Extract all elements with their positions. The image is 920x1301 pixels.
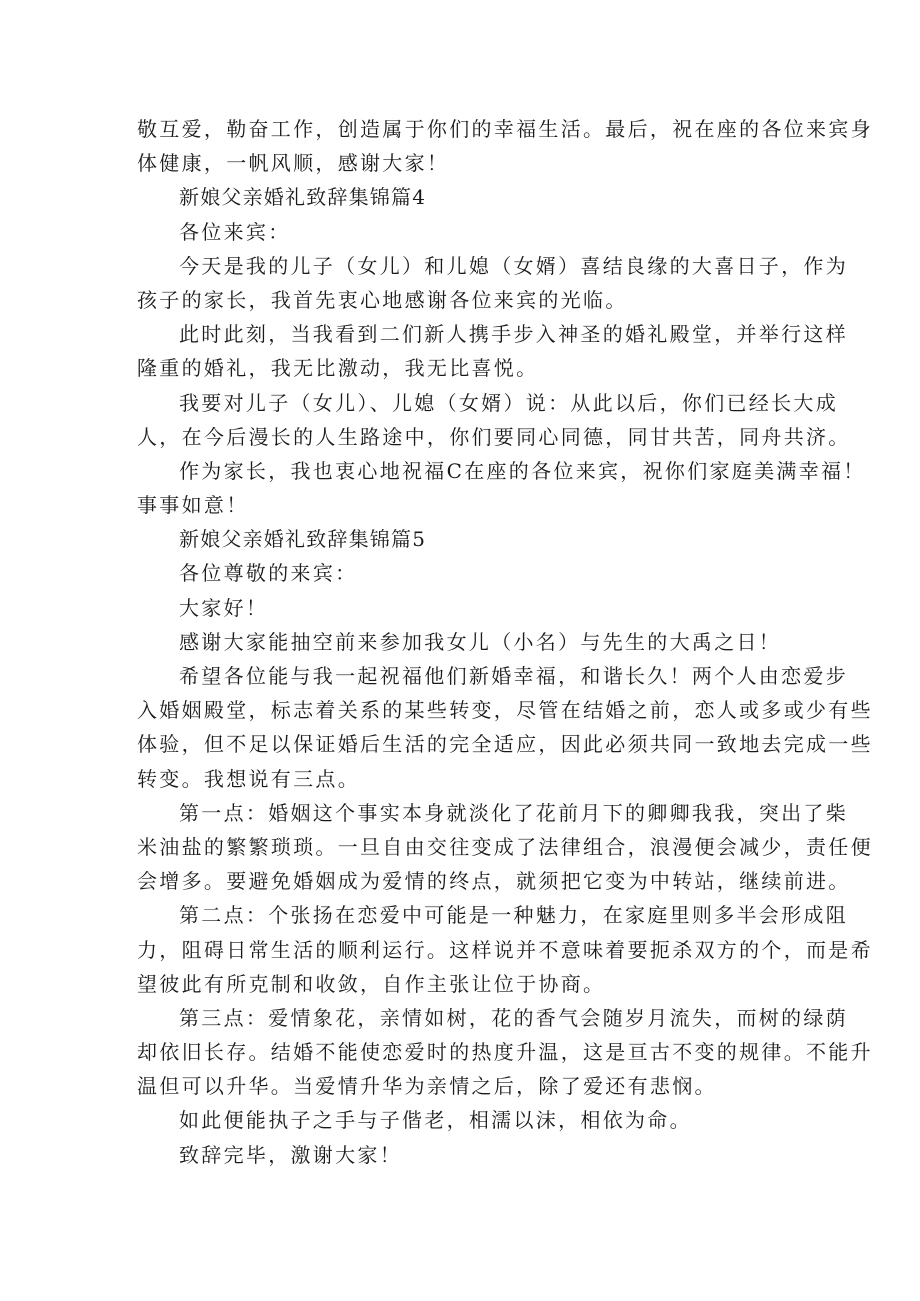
- text-line: 转变。我想说有三点。: [137, 766, 360, 791]
- text-line: 力，阻碍日常生活的顺利运行。这样说并不意味着要扼杀双方的个，而是希: [137, 937, 873, 962]
- text-line: 我要对儿子（女儿）、儿媳（女婿）说：从此以后，你们已经长大成: [179, 390, 838, 415]
- text-line: 敬互爱，勒奋工作，创造属于你们的幸福生活。最后，祝在座的各位来宾身: [137, 117, 873, 141]
- text-line: 第三点：爱情象花，亲情如树，花的香气会随岁月流失，而树的绿荫: [179, 1005, 848, 1030]
- text-line: 隆重的婚礼，我无比激动，我无比喜悦。: [137, 356, 539, 381]
- text-line: 会增多。要避免婚姻成为爱情的终点，就须把它变为中转站，继续前进。: [137, 869, 851, 894]
- text-line: 体健康，一帆风顺，感谢大家！: [137, 151, 450, 176]
- section-heading: 新娘父亲婚礼致辞集锦篇4: [179, 185, 427, 210]
- text-line: 温但可以升华。当爱情升华为亲情之后，除了爱还有悲悯。: [137, 1074, 717, 1099]
- document-page: [137, 112, 873, 1172]
- salutation: 各位尊敬的来宾：: [179, 561, 358, 586]
- closing-line: 致辞完毕，激谢大家！: [179, 1142, 402, 1167]
- text-line: 孩子的家长，我首先衷心地感谢各位来宾的光临。: [137, 287, 628, 312]
- text-line: 今天是我的儿子（女儿）和儿媳（女婿）喜结良缘的大喜日子，作为: [179, 253, 848, 278]
- text-line: 望彼此有所克制和收敛，自作主张让位于协商。: [137, 971, 606, 996]
- section-heading: 新娘父亲婚礼致辞集锦篇5: [179, 527, 427, 552]
- text-line: 感谢大家能抽空前来参加我女儿（小名）与先生的大禹之日！: [179, 629, 782, 654]
- text-line: 希望各位能与我一起祝福他们新婚幸福，和谐长久！两个人由恋爱步: [179, 664, 848, 688]
- text-line: 入婚姻殿堂，标志着关系的某些转变，尽管在结婚之前，恋人或多或少有些: [137, 698, 873, 723]
- text-line: 事事如意！: [137, 493, 249, 518]
- text-line: 却依旧长存。结婚不能使恋爱时的热度升温，这是亘古不变的规律。不能升: [137, 1040, 873, 1065]
- text-line: 此时此刻，当我看到二们新人携手步入神圣的婚礼殿堂，并举行这样: [179, 322, 848, 347]
- greeting: 大家好！: [179, 595, 269, 620]
- text-line: 第二点：个张扬在恋爱中可能是一种魅力，在家庭里则多半会形成阻: [179, 903, 848, 928]
- text-line: 人，在今后漫长的人生路途中，你们要同心同德，同甘共苦，同舟共济。: [137, 424, 851, 449]
- text-line: 作为家长，我也衷心地祝福C在座的各位来宾，祝你们家庭美满幸福！: [179, 458, 866, 483]
- text-line: 米油盐的繁繁琐琐。一旦自由交往变成了法律组合，浪漫便会减少，责任便: [137, 834, 873, 859]
- text-line: 如此便能执子之手与子偕老，相濡以沫，相依为命。: [179, 1108, 692, 1133]
- text-line: 第一点：婚姻这个事实本身就淡化了花前月下的卿卿我我，突出了柴: [179, 800, 848, 825]
- salutation: 各位来宾：: [179, 219, 291, 244]
- text-line: 体验，但不足以保证婚后生活的完全适应，因此必须共同一致地去完成一些: [137, 732, 873, 757]
